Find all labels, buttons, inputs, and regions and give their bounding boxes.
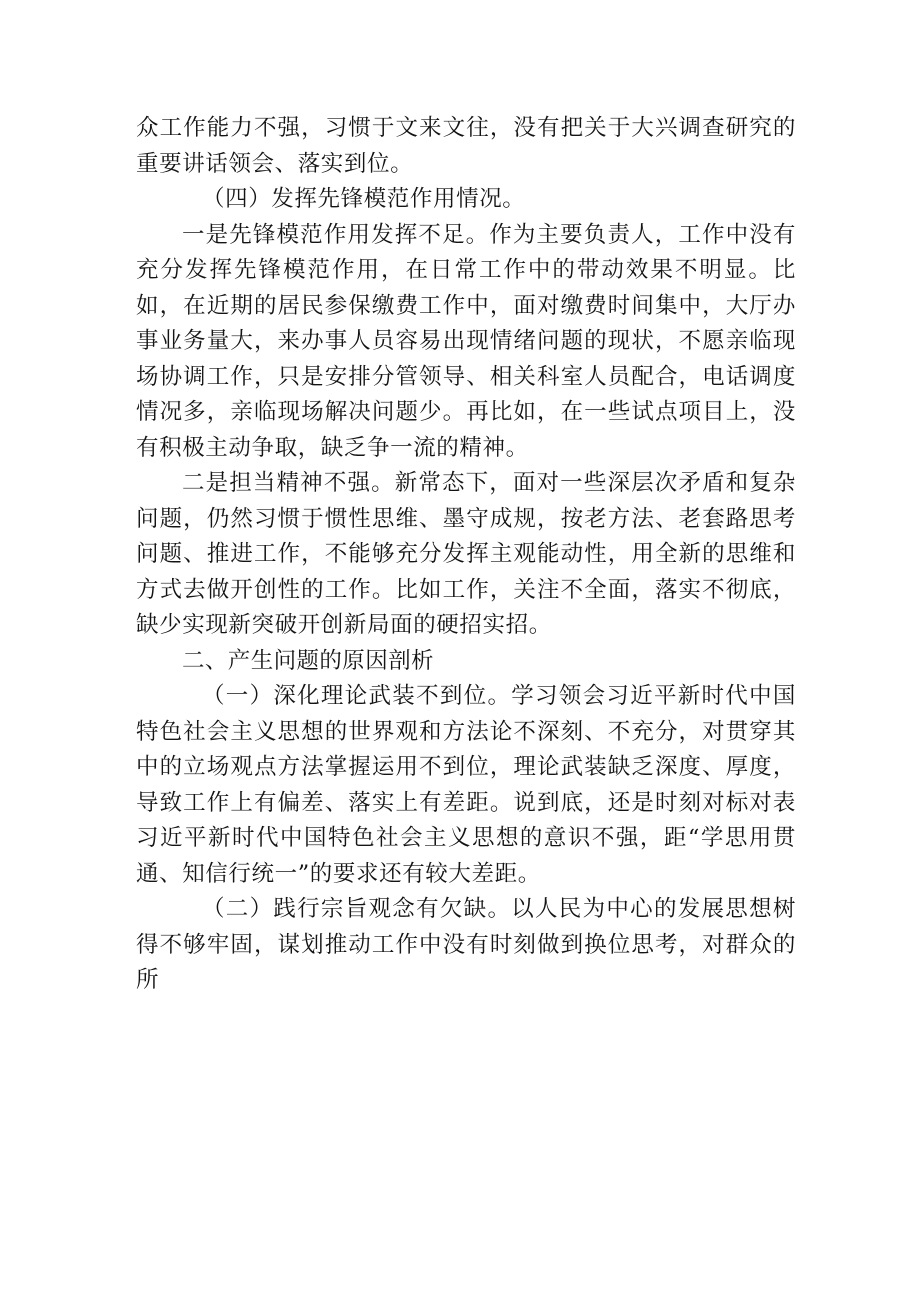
paragraph-continuation: 众工作能力不强，习惯于文来文往，没有把关于大兴调查研究的重要讲话领会、落实到位。: [136, 115, 796, 177]
paragraph-purpose-concept: （二）践行宗旨观念有欠缺。以人民为中心的发展思想树得不够牢固，谋划推动工作中没有时刻做到换位思考，对群众的所: [136, 896, 796, 993]
paragraph-responsibility-weak: 二是担当精神不强。新常态下，面对一些深层次矛盾和复杂问题，仍然习惯于惯性思维、墨守成规，按老方法、老套路思考问题、推进工作，不能够充分发挥主观能动性，用全新的思维和方式去做开创性的工作。比如工作，关注不全面，落实不彻底，缺少实现新突破开创新局面的硬招实招。: [136, 470, 796, 638]
paragraph-pioneer-insufficient: 一是先锋模范作用发挥不足。作为主要负责人，工作中没有充分发挥先锋模范作用，在日常工作中的带动效果不明显。比如，在近期的居民参保缴费工作中，面对缴费时间集中，大厅办事业务量大，来办事人员容易出现情绪问题的现状，不愿亲临现场协调工作，只是安排分管领导、相关科室人员配合，电话调度情况多，亲临现场解决问题少。再比如，在一些试点项目上，没有积极主动争取，缺乏争一流的精神。: [136, 221, 796, 461]
section-heading-cause-analysis: 二、产生问题的原因剖析: [182, 647, 434, 674]
paragraph-theory-armament: （一）深化理论武装不到位。学习领会习近平新时代中国特色社会主义思想的世界观和方法论不深刻、不充分，对贯穿其中的立场观点方法掌握运用不到位，理论武装缺乏深度、厚度，导致工作上有偏差、落实上有差距。说到底，还是时刻对标对表习近平新时代中国特色社会主义思想的意识不强，距“学思用贯通、知信行统一”的要求还有较大差距。: [136, 683, 796, 887]
subheading-pioneer-role: （四）发挥先锋模范作用情况。: [202, 186, 526, 212]
document-body: [136, 111, 796, 999]
